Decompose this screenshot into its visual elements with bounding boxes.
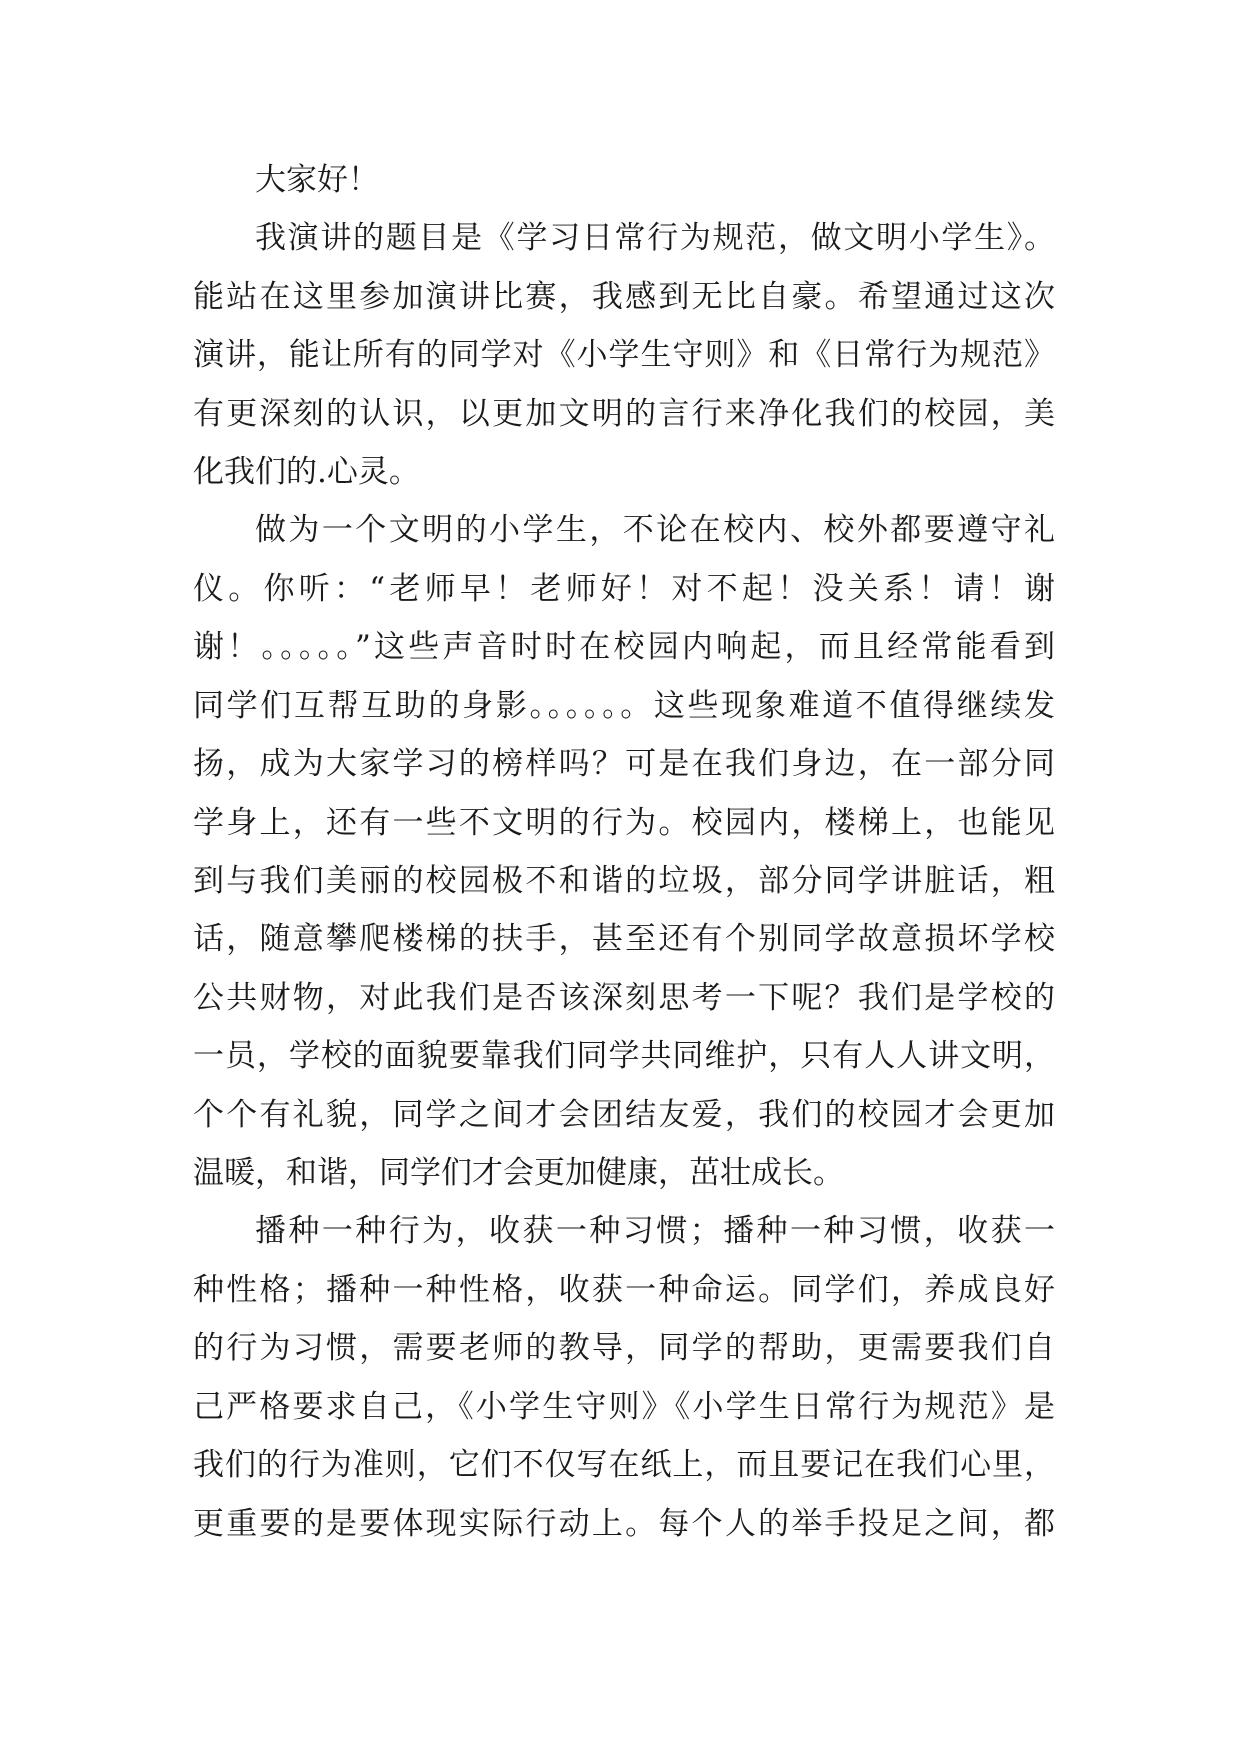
text-line: 学身上，还有一些不文明的行为。校园内，楼梯上，也能见 xyxy=(193,805,1055,841)
text-line: 温暖，和谐，同学们才会更加健康，茁壮成长。 xyxy=(193,1155,844,1191)
text-line: 同学们互帮互助的身影。。。。。。这些现象难道不值得继续发 xyxy=(193,688,1055,724)
text-line: 我们的行为准则，它们不仅写在纸上，而且要记在我们心里， xyxy=(193,1447,1055,1483)
text-line: 到与我们美丽的校园极不和谐的垃圾，部分同学讲脏话，粗 xyxy=(193,863,1055,899)
text-line: 个个有礼貌，同学之间才会团结友爱，我们的校园才会更加 xyxy=(193,1097,1055,1133)
text-line: 更重要的是要体现实际行动上。每个人的举手投足之间，都 xyxy=(193,1506,1055,1542)
text-line: 演讲，能让所有的同学对《小学生守则》和《日常行为规范》 xyxy=(193,337,1055,373)
text-line: 话，随意攀爬楼梯的扶手，甚至还有个别同学故意损坏学校 xyxy=(193,921,1055,957)
text-line: 有更深刻的认识，以更加文明的言行来净化我们的校园，美 xyxy=(193,396,1055,432)
text-line: 能站在这里参加演讲比赛，我感到无比自豪。希望通过这次 xyxy=(193,279,1055,315)
text-line: 公共财物，对此我们是否该深刻思考一下呢？我们是学校的 xyxy=(193,980,1055,1016)
text-line: 一员，学校的面貌要靠我们同学共同维护，只有人人讲文明， xyxy=(193,1038,1055,1074)
text-line: 化我们的.心灵。 xyxy=(193,454,420,490)
text-line: 谢！。。。。。”这些声音时时在校园内响起，而且经常能看到 xyxy=(193,629,1055,665)
text-line: 扬，成为大家学习的榜样吗？可是在我们身边，在一部分同 xyxy=(193,746,1055,782)
text-line: 己严格要求自己，《小学生守则》《小学生日常行为规范》是 xyxy=(193,1389,1055,1425)
text-line: 仪。你听：“老师早！老师好！对不起！没关系！请！谢 xyxy=(193,571,1055,607)
text-line: 我演讲的题目是《学习日常行为规范，做文明小学生》。 xyxy=(255,220,1055,256)
text-line: 做为一个文明的小学生，不论在校内、校外都要遵守礼 xyxy=(255,512,1055,548)
text-line: 的行为习惯，需要老师的教导，同学的帮助，更需要我们自 xyxy=(193,1330,1055,1366)
greeting-line: 大家好！ xyxy=(255,162,379,198)
text-line: 播种一种行为，收获一种习惯；播种一种习惯，收获一 xyxy=(255,1213,1055,1249)
text-line: 种性格；播种一种性格，收获一种命运。同学们，养成良好 xyxy=(193,1272,1055,1308)
